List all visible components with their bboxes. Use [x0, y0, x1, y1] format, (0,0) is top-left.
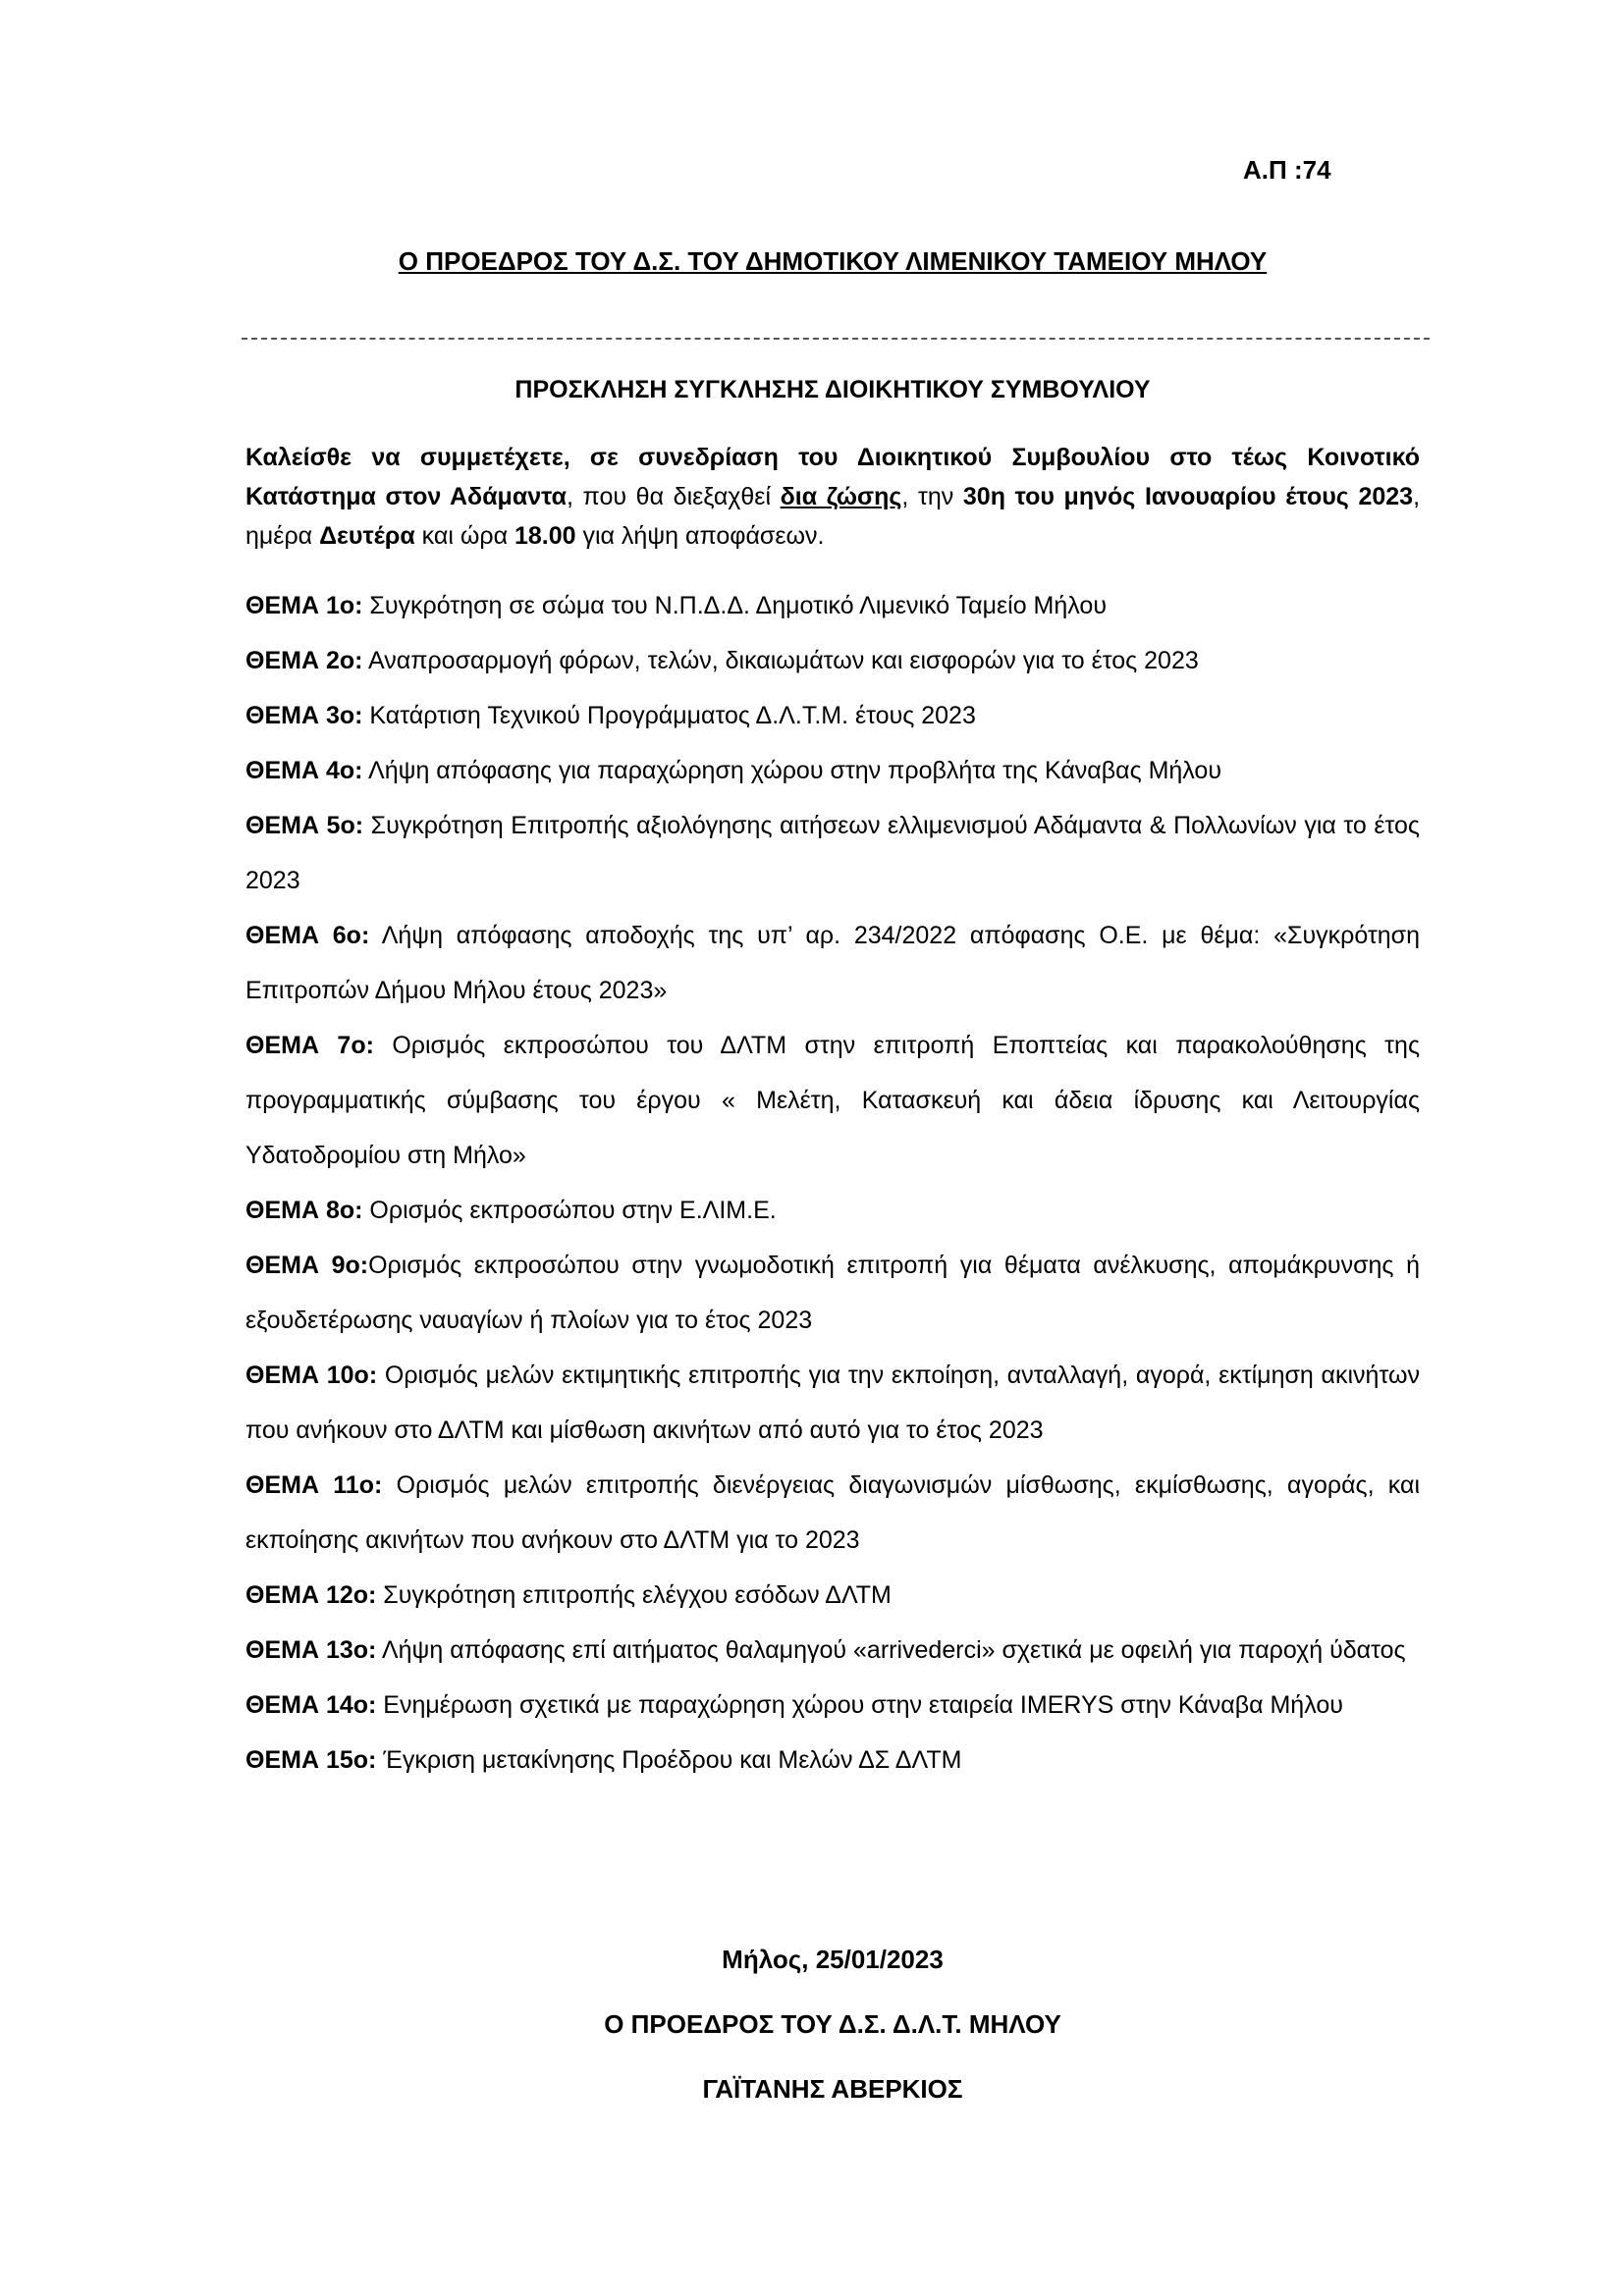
topic-item: [245, 1348, 1420, 1458]
topic-text: Λήψη απόφασης αποδοχής της υπ’ αρ. 234/2022 απόφασης Ο.Ε. με θέμα: «Συγκρότηση Επιτροπών Δήμου Μήλου έτους 2023»: [245, 922, 1421, 1004]
intro-time: 18.00: [514, 522, 576, 550]
topic-text: Συγκρότηση Επιτροπής αξιολόγησης αιτήσεων ελλιμενισμού Αδάμαντα & Πολλωνίων για το έτος 2023: [245, 812, 1420, 894]
topic-text: Ορισμός εκπροσώπου στην Ε.ΛΙΜ.Ε.: [362, 1197, 777, 1224]
topic-text: Συγκρότηση επιτροπής ελέγχου εσόδων ΔΛΤΜ: [376, 1581, 892, 1609]
topic-text: Ορισμός μελών εκτιμητικής επιτροπής για την εκποίηση, ανταλλαγή, αγορά, εκτίμηση ακινήτων που ανήκουν στο ΔΛΤΜ και μίσθωση ακινήτων από αυτό για το έτος 2023: [245, 1362, 1421, 1444]
protocol-number: Α.Π :74: [1243, 155, 1331, 185]
intro-part-6: , ημέρα: [245, 483, 1421, 550]
topic-label: ΘΕΜΑ 3ο:: [245, 702, 363, 729]
intro-part-2: , που θα διεξαχθεί: [566, 483, 781, 510]
intro-part-8: και ώρα: [414, 522, 514, 550]
topic-item: [245, 1733, 1420, 1788]
topic-item: [245, 1018, 1420, 1183]
topic-label: ΘΕΜΑ 15ο:: [245, 1746, 377, 1774]
invitation-title: ΠΡΟΣΚΛΗΣΗ ΣΥΓΚΛΗΣΗΣ ΔΙΟΙΚΗΤΙΚΟΥ ΣΥΜΒΟΥΛΙΟΥ: [514, 376, 1151, 403]
signer-title: Ο ΠΡΟΕΔΡΟΣ ΤΟΥ Δ.Σ. Δ.Λ.Τ. ΜΗΛΟΥ: [604, 2009, 1061, 2039]
topic-item: [245, 578, 1420, 633]
topic-label: ΘΕΜΑ 10ο:: [245, 1362, 378, 1389]
topic-label: ΘΕΜΑ 13ο:: [245, 1636, 377, 1664]
topic-item: [245, 1623, 1420, 1678]
topic-text: Συγκρότηση σε σώμα του Ν.Π.Δ.Δ. Δημοτικό Λιμενικό Ταμείο Μήλου: [362, 592, 1107, 619]
topic-item: [245, 1183, 1420, 1238]
topic-item: [245, 1678, 1420, 1733]
topic-label: ΘΕΜΑ 4ο:: [245, 757, 363, 784]
topic-item: [245, 688, 1420, 743]
topic-text: Ενημέρωση σχετικά με παραχώρηση χώρου στην εταιρεία IMERYS στην Κάναβα Μήλου: [376, 1691, 1343, 1719]
topic-label: ΘΕΜΑ 6ο:: [245, 922, 370, 949]
topic-item: [245, 798, 1420, 908]
topic-item: [245, 1238, 1420, 1348]
signer-name: ΓΑΪΤΑΝΗΣ ΑΒΕΡΚΙΟΣ: [702, 2074, 963, 2104]
topic-text: Λήψη απόφασης για παραχώρηση χώρου στην προβλήτα της Κάναβας Μήλου: [362, 757, 1221, 784]
place-date: Μήλος, 25/01/2023: [722, 1945, 944, 1974]
topics-list: [245, 578, 1420, 1788]
topic-text: Έγκριση μετακίνησης Προέδρου και Μελών ΔΣ ΔΛΤΜ: [376, 1746, 962, 1774]
intro-part-10: για λήψη αποφάσεων.: [575, 522, 825, 550]
topic-item: [245, 743, 1420, 798]
topic-label: ΘΕΜΑ 2ο:: [245, 647, 363, 674]
topic-label: ΘΕΜΑ 11ο:: [245, 1471, 383, 1499]
topic-item: [245, 1568, 1420, 1623]
topic-label: ΘΕΜΑ 8ο:: [245, 1197, 363, 1224]
topic-label: ΘΕΜΑ 9ο:: [245, 1252, 369, 1279]
topic-label: ΘΕΜΑ 5ο:: [245, 812, 364, 839]
topic-text: Αναπροσαρμογή φόρων, τελών, δικαιωμάτων και εισφορών για το έτος 2023: [362, 647, 1199, 674]
topic-text: Ορισμός μελών επιτροπής διενέργειας διαγωνισμών μίσθωσης, εκμίσθωσης, αγοράς, και εκποίησης ακινήτων που ανήκουν στο ΔΛΤΜ για το 2023: [245, 1471, 1420, 1554]
topic-item: [245, 908, 1420, 1018]
invitation-intro: [245, 438, 1420, 556]
topic-text: Ορισμός εκπροσώπου στην γνωμοδοτική επιτροπή για θέματα ανέλκυσης, απομάκρυνσης ή εξουδετέρωσης ναυαγίων ή πλοίων για το έτος 2023: [245, 1252, 1420, 1334]
header-title: Ο ΠΡΟΕΔΡΟΣ ΤΟΥ Δ.Σ. ΤΟΥ ΔΗΜΟΤΙΚΟΥ ΛΙΜΕΝΙΚΟΥ ΤΑΜΕΙΟΥ ΜΗΛΟΥ: [398, 246, 1268, 276]
signature-block: [245, 1938, 1420, 2132]
topic-label: ΘΕΜΑ 12ο:: [245, 1581, 377, 1609]
intro-day: Δευτέρα: [319, 522, 415, 550]
topic-item: [245, 633, 1420, 688]
intro-part-4: , την: [901, 483, 963, 510]
topic-label: ΘΕΜΑ 7ο:: [245, 1032, 374, 1059]
topic-label: ΘΕΜΑ 14ο:: [245, 1691, 377, 1719]
topic-item: [245, 1458, 1420, 1568]
topic-label: ΘΕΜΑ 1ο:: [245, 592, 363, 619]
intro-part-1: Καλείσθε να συμμετέχετε, σε συνεδρίαση του Διοικητικού Συμβουλίου στο τέως Κοινοτικό Κατάστημα στον Αδάμαντα: [245, 444, 1420, 510]
intro-in-person: δια ζώσης: [780, 483, 902, 510]
topic-text: Ορισμός εκπροσώπου του ΔΛΤΜ στην επιτροπή Εποπτείας και παρακολούθησης της προγραμματικής σύμβασης του έργου « Μελέτη, Κατασκευή και άδεια ίδρυσης και Λειτουργίας Υδατοδρομίου στη Μήλο»: [245, 1032, 1420, 1169]
intro-date: 30η του μηνός Ιανουαρίου έτους 2023: [962, 483, 1414, 510]
dashed-divider: [242, 338, 1430, 340]
topic-text: Λήψη απόφασης επί αιτήματος θαλαμηγού «arrivederci» σχετικά με οφειλή για παροχή ύδατος: [376, 1636, 1406, 1664]
topic-text: Κατάρτιση Τεχνικού Προγράμματος Δ.Λ.Τ.Μ. έτους 2023: [362, 702, 976, 729]
